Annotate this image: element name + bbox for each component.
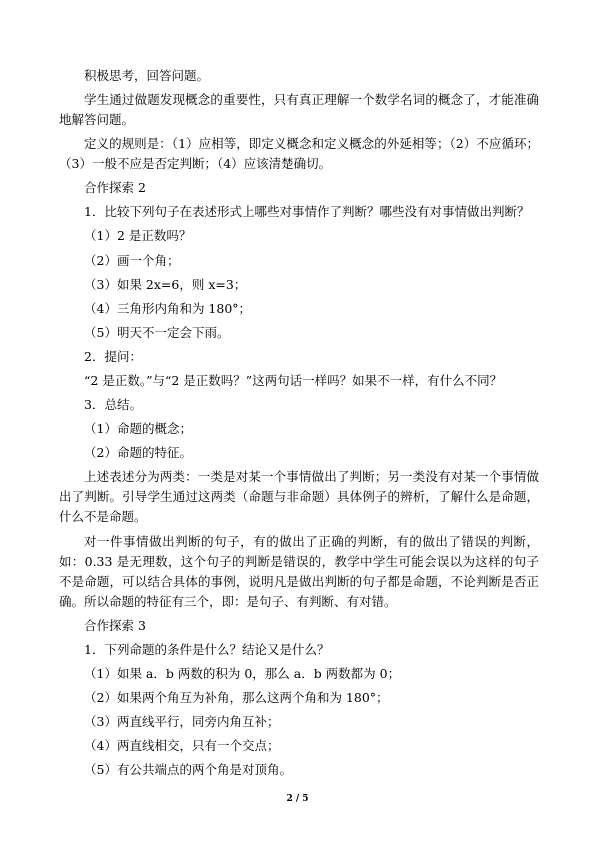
paragraph: 定义的规则是：（1）应相等，即定义概念和定义概念的外延相等；（2）不应循环；（3）一般不应是否定判断；（4）应该清楚确切。 <box>59 136 539 172</box>
list-item: （4）两直线相交，只有一个交点； <box>84 738 280 754</box>
list-item: （5）有公共端点的两个角是对顶角。 <box>84 762 292 778</box>
list-item: （1）2 是正数吗？ <box>84 228 192 244</box>
paragraph: 积极思考，回答问题。 <box>84 68 210 83</box>
page-number: 2 / 5 <box>286 794 309 804</box>
list-item: （1）命题的概念； <box>84 421 192 437</box>
section-heading: 合作探索 3 <box>84 617 146 633</box>
question: 1．比较下列句子在表述形式上哪些对事情作了判断？哪些没有对事情做出判断？ <box>84 204 530 220</box>
list-item: （3）两直线平行，同旁内角互补； <box>84 713 280 729</box>
list-item: （2）如果两个角互为补角，那么这两个角和为 180°； <box>84 689 389 705</box>
question: 2．提问： <box>84 348 142 364</box>
list-item: （3）如果 2x=6，则 x=3； <box>84 276 247 292</box>
paragraph: 学生通过做题发现概念的重要性，只有真正理解一个数学名词的概念了，才能准确地解答问题。 <box>59 92 539 128</box>
list-item: （4）三角形内角和为 180°； <box>84 300 252 316</box>
list-item: （1）如果 a．b 两数的积为 0，那么 a．b 两数都为 0； <box>84 665 401 681</box>
question: 3．总结。 <box>84 397 142 413</box>
list-item: （2）命题的特征。 <box>84 445 192 461</box>
question: 1．下列命题的条件是什么？结论又是什么？ <box>84 641 330 657</box>
paragraph: “2 是正数。”与“2 是正数吗？”这两句话一样吗？如果不一样，有什么不同？ <box>84 373 503 389</box>
list-item: （5）明天不一定会下雨。 <box>84 324 230 340</box>
paragraph: 对一件事情做出判断的句子，有的做出了正确的判断，有的做出了错误的判断，如：0.33 是无理数，这个句子的判断是错误的，教学中学生可能会误以为这样的句子不是命题，可以结合具体的事例，说明凡是做出判断的句子都是命题，不论判断是否正确。所以命题的特征有三个，即：是句子、有判断、有对错。 <box>59 533 539 609</box>
section-heading: 合作探索 2 <box>84 180 146 196</box>
page-content <box>59 66 539 784</box>
paragraph: 上述表述分为两类：一类是对某一个事情做出了判断；另一类没有对某一个事情做出了判断。引导学生通过这两类（命题与非命题）具体例子的辨析，了解什么是命题，什么不是命题。 <box>59 469 539 525</box>
list-item: （2）画一个角； <box>84 252 180 268</box>
